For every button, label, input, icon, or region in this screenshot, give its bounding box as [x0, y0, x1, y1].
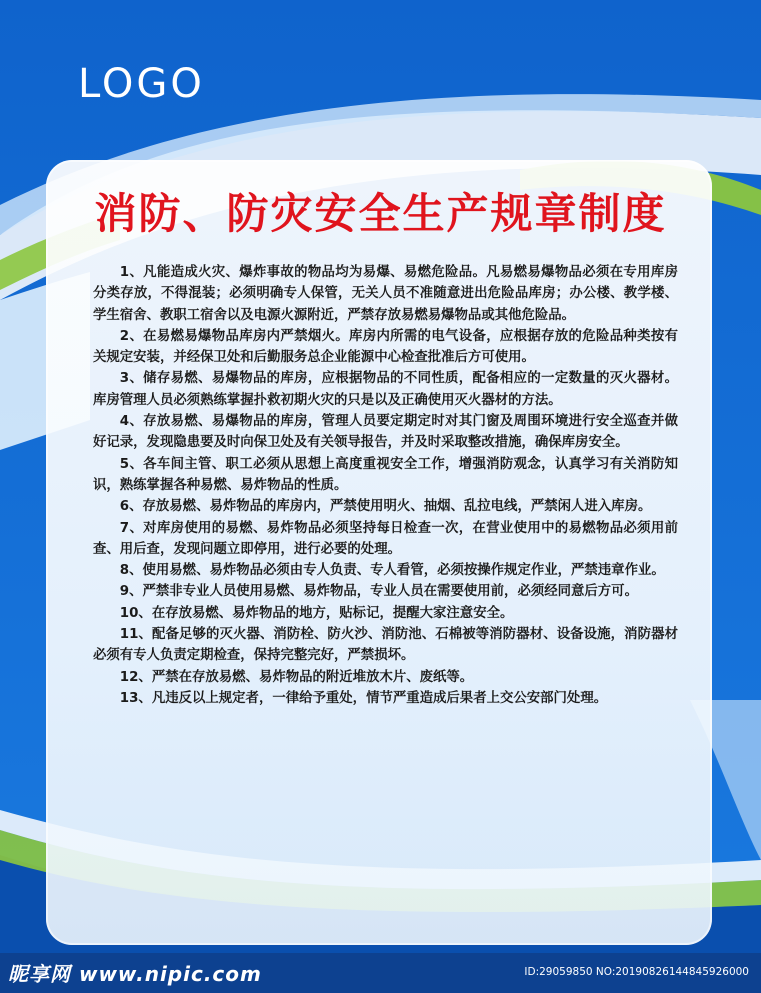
regulation-item: 4、存放易燃、易爆物品的库房，管理人员要定期定时对其门窗及周围环境进行安全巡查并做好记录，发现隐患要及时向保卫处及有关领导报告，并及时采取整改措施，确保库房安全。 — [93, 414, 678, 451]
regulation-item: 6、存放易燃、易炸物品的库房内，严禁使用明火、抽烟、乱拉电线，严禁闲人进入库房。 — [119, 499, 652, 515]
regulation-item: 10、在存放易燃、易炸物品的地方，贴标记，提醒大家注意安全。 — [119, 605, 514, 621]
logo: LOGO — [78, 61, 205, 107]
regulation-item: 8、使用易燃、易炸物品必须由专人负责、专人看管，必须按操作规定作业，严禁违章作业。 — [119, 563, 665, 579]
regulation-item: 9、严禁非专业人员使用易燃、易炸物品，专业人员在需要使用前，必须经同意后方可。 — [119, 584, 638, 600]
regulation-item: 2、在易燃易爆物品库房内严禁烟火。库房内所需的电气设备，应根据存放的危险品种类按有关规定安装，并经保卫处和后勤服务总企业能源中心检查批准后方可使用。 — [93, 328, 678, 366]
regulation-item: 5、各车间主管、职工必须从思想上高度重视安全工作，增强消防观念，认真学习有关消防知识，熟练掌握各种易燃、易炸物品的性质。 — [93, 456, 678, 493]
regulation-item: 7、对库房使用的易燃、易炸物品必须坚持每日检查一次，在营业使用中的易燃物品必须用前查、用后查，发现问题立即停用，进行必要的处理。 — [93, 520, 678, 557]
regulation-body — [93, 262, 678, 709]
regulation-item: 3、储存易燃、易爆物品的库房，应根据物品的不同性质，配备相应的一定数量的灭火器材。库房管理人员必须熟练掌握扑救初期火灾的只是以及正确使用灭火器材的方法。 — [93, 371, 678, 408]
regulation-item: 11、配备足够的灭火器、消防栓、防火沙、消防池、石棉被等消防器材、设备设施，消防器材必须有专人负责定期检查，保持完整完好，严禁损坏。 — [93, 627, 678, 664]
watermark-brand: 昵享网 www.nipic.com — [8, 962, 262, 986]
regulation-item: 1、凡能造成火灾、爆炸事故的物品均为易爆、易燃危险品。凡易燃易爆物品必须在专用库房分类存放，不得混装；必须明确专人保管，无关人员不准随意进出危险品库房；办公楼、教学楼、学生宿舍、教职工宿舍以及电源火源附近，严禁存放易燃易爆物品或其他危险品。 — [93, 265, 678, 323]
regulation-item: 13、凡违反以上规定者，一律给予重处，情节严重造成后果者上交公安部门处理。 — [119, 690, 608, 706]
watermark-id: ID:29059850 NO:20190826144845926000 — [524, 966, 749, 978]
page-title: 消防、防灾安全生产规章制度 — [94, 189, 667, 238]
regulation-item: 12、严禁在存放易燃、易炸物品的附近堆放木片、废纸等。 — [119, 669, 474, 685]
